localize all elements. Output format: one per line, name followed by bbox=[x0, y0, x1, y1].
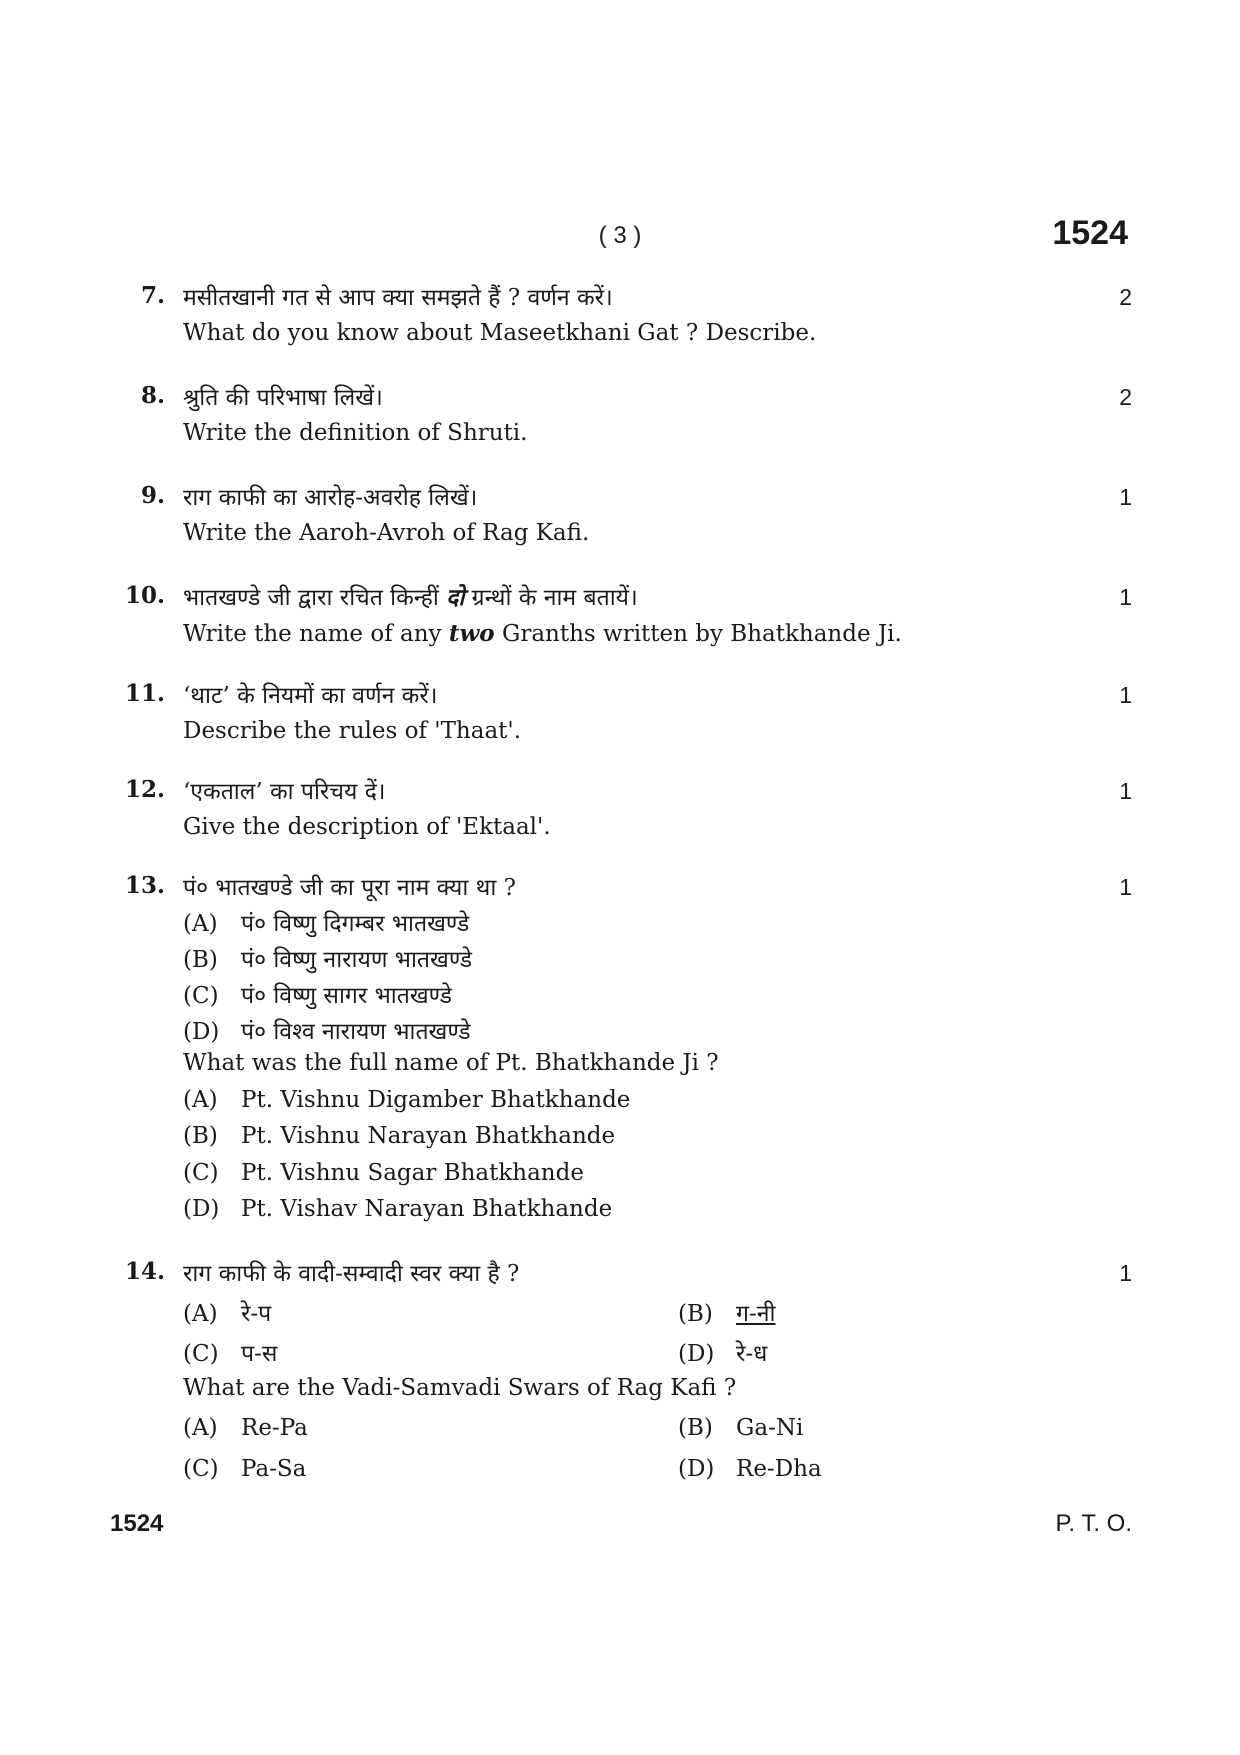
question-8-english: Write the definition of Shruti. bbox=[183, 420, 528, 446]
question-14-hindi-option-d bbox=[678, 1336, 767, 1368]
question-10-english bbox=[183, 620, 902, 647]
question-14-hindi: राग काफी के वादी-सम्वादी स्वर क्या है ? bbox=[183, 1261, 520, 1287]
option-text: पं० विष्णु सागर भातखण्डे bbox=[241, 983, 452, 1009]
question-7-number: 7. bbox=[140, 282, 165, 309]
option-text: Pa-Sa bbox=[241, 1456, 307, 1482]
question-10-hindi-after: ग्रन्थों के नाम बतायें। bbox=[471, 585, 638, 611]
question-9-hindi: राग काफी का आरोह-अवरोह लिखें। bbox=[183, 485, 478, 511]
question-13-marks: 1 bbox=[1119, 874, 1132, 900]
question-13-hindi-option-a bbox=[183, 906, 469, 938]
option-text: पं० विश्व नारायण भातखण्डे bbox=[241, 1019, 471, 1045]
question-10-english-after: Granths written by Bhatkhande Ji. bbox=[501, 621, 902, 647]
question-13-english-option-a bbox=[183, 1087, 630, 1113]
question-7-marks: 2 bbox=[1119, 284, 1132, 310]
option-text: Re-Pa bbox=[241, 1415, 308, 1441]
please-turn-over: P. T. O. bbox=[1055, 1510, 1132, 1537]
question-13-hindi: पं० भातखण्डे जी का पूरा नाम क्या था ? bbox=[183, 875, 516, 901]
question-9-english: Write the Aaroh-Avroh of Rag Kafi. bbox=[183, 520, 590, 546]
option-label: (B) bbox=[183, 947, 218, 973]
option-label: (C) bbox=[183, 1341, 219, 1367]
question-14-english-option-b bbox=[678, 1415, 803, 1441]
question-8-hindi: श्रुति की परिभाषा लिखें। bbox=[183, 385, 383, 411]
option-text: रे-प bbox=[241, 1301, 272, 1327]
question-13-english: What was the full name of Pt. Bhatkhande Ji ? bbox=[183, 1050, 719, 1076]
option-label: (D) bbox=[678, 1341, 715, 1367]
option-label: (A) bbox=[183, 1301, 218, 1327]
question-14-hindi-option-a bbox=[183, 1296, 271, 1328]
option-text: पं० विष्णु नारायण भातखण्डे bbox=[241, 947, 473, 973]
option-text: Pt. Vishnu Digamber Bhatkhande bbox=[241, 1087, 631, 1113]
option-label: (C) bbox=[183, 983, 219, 1009]
question-13-number: 13. bbox=[124, 872, 165, 899]
question-12-hindi: ‘एकताल’ का परिचय दें। bbox=[183, 779, 386, 805]
question-13-hindi-option-c bbox=[183, 978, 452, 1010]
question-11-number: 11. bbox=[124, 680, 165, 707]
page-number: ( 3 ) bbox=[598, 222, 642, 249]
question-10-marks: 1 bbox=[1119, 584, 1132, 610]
question-14-english-option-c bbox=[183, 1456, 306, 1482]
question-14-english: What are the Vadi-Samvadi Swars of Rag Kafi ? bbox=[183, 1375, 737, 1401]
question-8-number: 8. bbox=[140, 382, 165, 409]
question-8-marks: 2 bbox=[1119, 384, 1132, 410]
question-12-english: Give the description of 'Ektaal'. bbox=[183, 814, 551, 840]
option-label: (A) bbox=[183, 911, 218, 937]
option-text: रे-ध bbox=[736, 1341, 768, 1367]
question-11-hindi: ‘थाट’ के नियमों का वर्णन करें। bbox=[183, 683, 438, 709]
option-text: ग-नी bbox=[736, 1301, 776, 1327]
option-label: (D) bbox=[183, 1196, 220, 1222]
option-text: Ga-Ni bbox=[736, 1415, 804, 1441]
paper-code-header: 1524 bbox=[1052, 214, 1128, 252]
option-label: (A) bbox=[183, 1415, 218, 1441]
option-label: (A) bbox=[183, 1087, 218, 1113]
paper-code-footer: 1524 bbox=[110, 1510, 164, 1537]
question-10-english-emphasis: two bbox=[448, 620, 495, 647]
question-13-hindi-option-b bbox=[183, 942, 472, 974]
question-7-english: What do you know about Maseetkhani Gat ? Describe. bbox=[183, 320, 817, 346]
option-label: (B) bbox=[678, 1301, 713, 1327]
question-13-hindi-option-d bbox=[183, 1014, 471, 1046]
question-14-number: 14. bbox=[124, 1258, 165, 1285]
question-14-marks: 1 bbox=[1119, 1260, 1132, 1286]
question-14-hindi-option-c bbox=[183, 1336, 277, 1368]
option-text: प-स bbox=[241, 1341, 278, 1367]
option-label: (B) bbox=[678, 1415, 713, 1441]
question-10-hindi bbox=[183, 580, 638, 612]
question-11-english: Describe the rules of 'Thaat'. bbox=[183, 718, 522, 744]
option-text: Pt. Vishav Narayan Bhatkhande bbox=[241, 1196, 613, 1222]
question-10-hindi-before: भातखण्डे जी द्वारा रचित किन्हीं bbox=[183, 585, 439, 611]
question-10-hindi-emphasis: दो bbox=[446, 584, 465, 611]
question-12-marks: 1 bbox=[1119, 778, 1132, 804]
question-10-english-before: Write the name of any bbox=[183, 621, 442, 647]
question-13-english-option-b bbox=[183, 1123, 615, 1149]
question-9-marks: 1 bbox=[1119, 484, 1132, 510]
option-text: Pt. Vishnu Narayan Bhatkhande bbox=[241, 1123, 616, 1149]
question-11-marks: 1 bbox=[1119, 682, 1132, 708]
option-text: पं० विष्णु दिगम्बर भातखण्डे bbox=[241, 911, 470, 937]
question-14-english-option-d bbox=[678, 1456, 822, 1482]
option-label: (B) bbox=[183, 1123, 218, 1149]
option-text: Pt. Vishnu Sagar Bhatkhande bbox=[241, 1160, 584, 1186]
question-12-number: 12. bbox=[124, 776, 165, 803]
question-13-english-option-d bbox=[183, 1196, 612, 1222]
option-label: (D) bbox=[183, 1019, 220, 1045]
question-14-english-option-a bbox=[183, 1415, 308, 1441]
option-label: (D) bbox=[678, 1456, 715, 1482]
option-label: (C) bbox=[183, 1160, 219, 1186]
question-13-english-option-c bbox=[183, 1160, 584, 1186]
option-text: Re-Dha bbox=[736, 1456, 822, 1482]
question-14-hindi-option-b bbox=[678, 1296, 775, 1328]
question-7-hindi: मसीतखानी गत से आप क्या समझते हैं ? वर्णन करें। bbox=[183, 285, 613, 311]
question-10-number: 10. bbox=[124, 582, 165, 609]
option-label: (C) bbox=[183, 1456, 219, 1482]
question-9-number: 9. bbox=[140, 482, 165, 509]
